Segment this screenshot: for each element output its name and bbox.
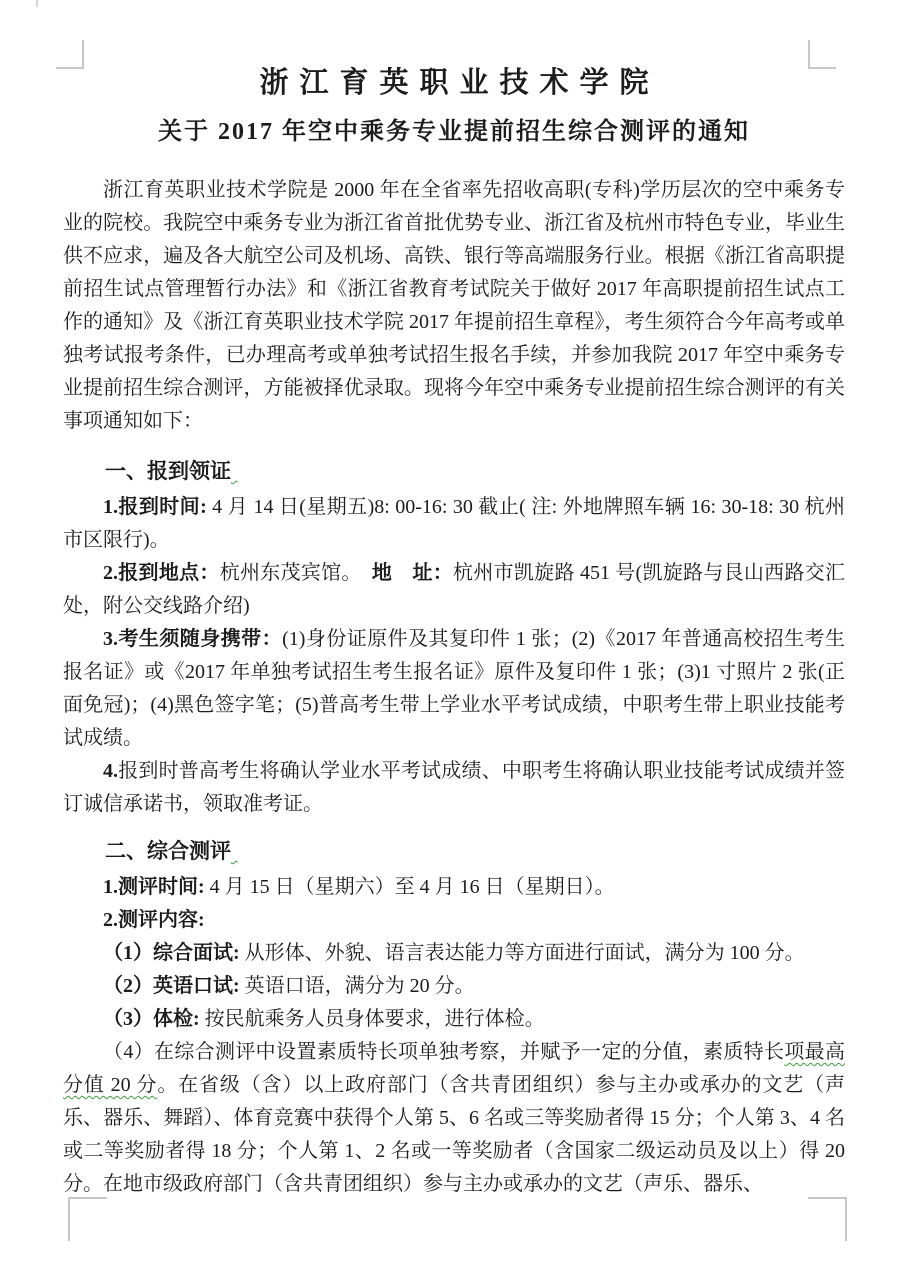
sub-item-interview [63, 937, 845, 970]
sub-item-special-talent [63, 1036, 845, 1201]
item-report-time-text: 4 月 14 日(星期五)8: 00-16: 30 截止( 注: 外地牌照车辆 16: 30-18: 30 杭州市区限行)。 [63, 496, 845, 551]
section-2-heading [63, 834, 845, 871]
school-title: 浙江育英职业技术学院 [259, 67, 660, 99]
item-bring-list [63, 623, 845, 755]
text-boundary-mark-top-right [808, 40, 836, 69]
text-boundary-mark-bottom-right [808, 1197, 847, 1241]
item-report-place-text: 杭州东茂宾馆。 [219, 562, 372, 584]
text-boundary-mark-top-left [56, 40, 84, 69]
section-1-heading [63, 454, 845, 491]
item-eval-time [63, 871, 845, 904]
sub-item-physical [63, 1003, 845, 1036]
item-confirm-scores-text: 报到时普高考生将确认学业水平考试成绩、中职考生将确认职业技能考试成绩并签订诚信承诺书，领取准考证。 [63, 760, 845, 815]
item-eval-time-label: 1.测评时间: [103, 876, 205, 898]
sub-item-special-talent-flagged-text: 项最高分值 20 分 [63, 1041, 846, 1096]
section-1-heading-text: 一、报到领证 [105, 459, 231, 483]
section-2-heading-text: 二、综合测评 [105, 839, 231, 863]
item-confirm-scores-label: 4. [103, 760, 118, 782]
sub-item-english-label: （2）英语口试: [103, 975, 240, 997]
sub-item-english [63, 970, 845, 1003]
spellcheck-squiggle-icon [231, 466, 238, 481]
sub-item-english-text: 英语口语，满分为 20 分。 [239, 975, 475, 997]
text-boundary-mark-bottom-left [68, 1197, 107, 1241]
intro-paragraph: 浙江育英职业技术学院是 2000 年在全省率先招收高职(专科)学历层次的空中乘务专业的院校。我院空中乘务专业为浙江省首批优势专业、浙江省及杭州市特色专业，毕业生供不应求，遍及各大航空公司及机场、高铁、银行等高端服务行业。根据《浙江省高职提前招生试点管理暂行办法》和《浙江省教育考试院关于做好 2017 年高职提前招生试点工作的通知》及《浙江育英职业技术学院 2017 年提前招生章程》，考生须符合今年高考或单独考试报考条件，已办理高考或单独考试招生报名手续，并参加我院 2017 年空中乘务专业提前招生综合测评，方能被择优录取。现将今年空中乘务专业提前招生综合测评的有关事项通知如下： [63, 179, 845, 432]
sub-item-physical-text: 按民航乘务人员身体要求，进行体检。 [199, 1008, 545, 1030]
item-report-address-text: 杭州市凯旋路 451 号(凯旋路与艮山西路交汇处，附公交线路介绍) [63, 562, 846, 617]
item-report-place [63, 557, 845, 623]
item-bring-list-text: (1)身份证原件及其复印件 1 张；(2)《2017 年普通高校招生考生报名证》或《2017 年单独考试招生考生报名证》原件及复印件 1 张；(3)1 寸照片 2 张(正面免冠)；(4)黑色签字笔；(5)普高考生带上学业水平考试成绩，中职考生带上职业技能考试成绩。 [63, 628, 846, 749]
notice-title: 关于 2017 年空中乘务专业提前招生综合测评的通知 [158, 119, 750, 145]
item-eval-content-label: 2.测评内容: [103, 909, 205, 931]
item-bring-list-label: 3.考生须随身携带： [103, 628, 283, 650]
page-edge-tick [36, 0, 38, 7]
sub-item-special-talent-text-post: 。在省级（含）以上政府部门（含共青团组织）参与主办或承办的文艺（声乐、器乐、舞蹈）、体育竞赛中获得个人第 5、6 名或三等奖励者得 15 分；个人第 3、4 名或二等奖励者得 18 分；个人第 1、2 名或一等奖励者（含国家二级运动员及以上）得 20 分。在地市级政府部门（含共青团组织）参与主办或承办的文艺（声乐、器乐、 [63, 1074, 846, 1195]
sub-item-interview-label: （1）综合面试: [103, 942, 240, 964]
item-report-time-label: 1.报到时间: [103, 496, 207, 518]
spellcheck-squiggle-icon [231, 846, 238, 861]
item-report-address-label: 地 址： [371, 562, 454, 584]
item-report-time [63, 491, 845, 557]
sub-item-special-talent-text-pre: （4）在综合测评中设置素质特长项单独考察，并赋予一定的分值，素质特长 [103, 1041, 785, 1063]
item-report-place-label: 2.报到地点： [103, 562, 220, 584]
sub-item-interview-text: 从形体、外貌、语言表达能力等方面进行面试，满分为 100 分。 [239, 942, 805, 964]
item-eval-time-text: 4 月 15 日（星期六）至 4 月 16 日（星期日）。 [204, 876, 615, 898]
item-eval-content [63, 904, 845, 937]
sub-item-physical-label: （3）体检: [103, 1008, 200, 1030]
item-confirm-scores [63, 755, 845, 821]
